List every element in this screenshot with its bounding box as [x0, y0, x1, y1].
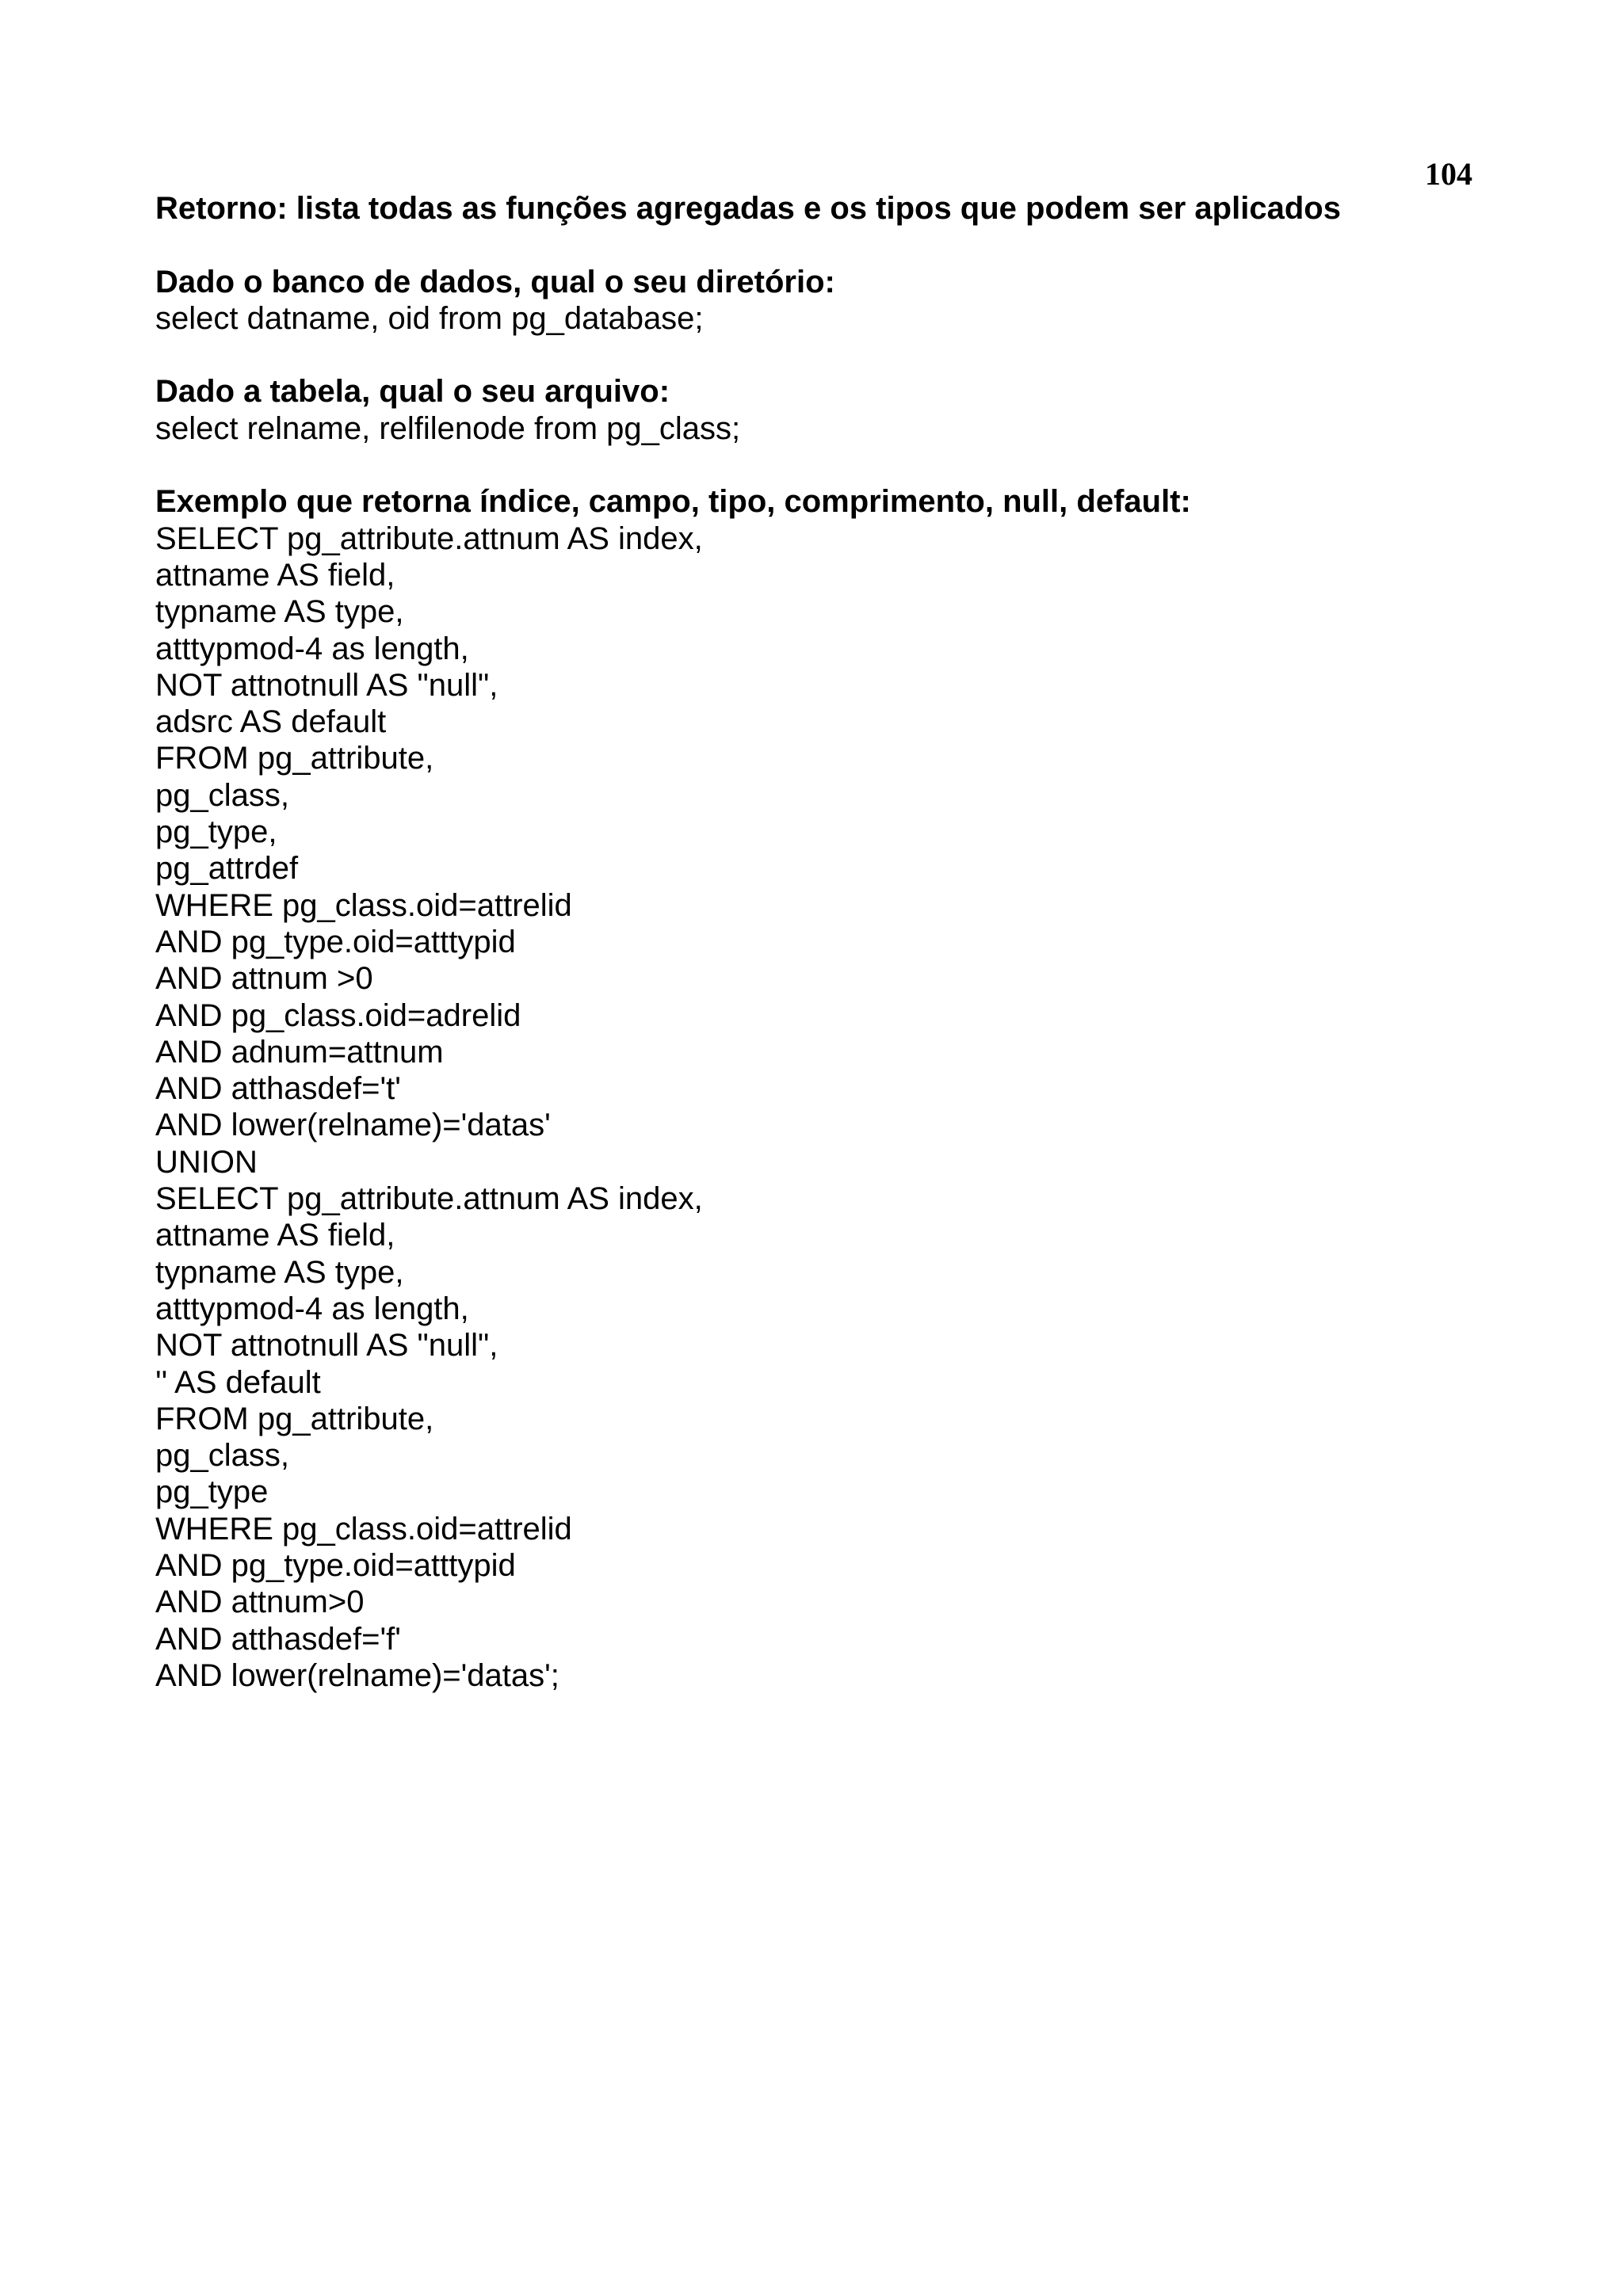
code-line: WHERE pg_class.oid=attrelid: [155, 1511, 572, 1547]
code-line: AND attnum >0: [155, 961, 373, 997]
code-line: AND atthasdef='f': [155, 1621, 401, 1657]
page-content: [155, 190, 1503, 1694]
code-line: '' AS default: [155, 1364, 321, 1400]
section-3: [155, 483, 1503, 1694]
code-line: UNION: [155, 1144, 258, 1180]
code-line: AND pg_type.oid=atttypid: [155, 924, 516, 959]
code-line: AND lower(relname)='datas': [155, 1108, 551, 1143]
section-1: [155, 264, 1503, 338]
section-heading: Exemplo que retorna índice, campo, tipo, comprimento, null, default:: [155, 484, 1191, 520]
sections-container: [155, 227, 1503, 1694]
code-line: NOT attnotnull AS "null",: [155, 1328, 498, 1363]
section-spacer: [155, 337, 1503, 373]
section-heading: Dado a tabela, qual o seu arquivo:: [155, 374, 670, 410]
code-line: SELECT pg_attribute.attnum AS index,: [155, 1181, 703, 1217]
code-line: atttypmod-4 as length,: [155, 1291, 469, 1326]
code-line: attname AS field,: [155, 1218, 395, 1253]
code-line: pg_class,: [155, 777, 289, 813]
code-line: AND attnum>0: [155, 1585, 365, 1620]
code-line: FROM pg_attribute,: [155, 1401, 434, 1436]
code-line: typname AS type,: [155, 1254, 404, 1290]
code-line: pg_type: [155, 1474, 269, 1510]
code-block: [155, 300, 1503, 337]
code-line: FROM pg_attribute,: [155, 741, 434, 776]
code-line: atttypmod-4 as length,: [155, 631, 469, 666]
code-line: pg_type,: [155, 814, 277, 850]
section-heading: Dado o banco de dados, qual o seu diretório:: [155, 264, 835, 299]
code-line: AND lower(relname)='datas';: [155, 1657, 559, 1693]
intro-text: Retorno: lista todas as funções agregadas e os tipos que podem ser aplicados: [155, 191, 1341, 226]
code-line: attname AS field,: [155, 557, 395, 593]
code-line: AND pg_class.oid=adrelid: [155, 997, 521, 1033]
section-spacer: [155, 227, 1503, 263]
section-spacer: [155, 447, 1503, 483]
code-line: pg_attrdef: [155, 851, 299, 887]
code-block: [155, 410, 1503, 447]
code-line: select datname, oid from pg_database;: [155, 300, 704, 336]
code-line: NOT attnotnull AS "null",: [155, 667, 498, 703]
code-line: WHERE pg_class.oid=attrelid: [155, 887, 572, 923]
code-block: [155, 521, 1503, 1695]
code-line: SELECT pg_attribute.attnum AS index,: [155, 521, 703, 556]
code-line: adsrc AS default: [155, 704, 387, 740]
section-2: [155, 373, 1503, 447]
code-line: AND atthasdef='t': [155, 1071, 401, 1107]
code-line: typname AS type,: [155, 594, 404, 630]
code-line: AND pg_type.oid=atttypid: [155, 1547, 516, 1583]
code-line: AND adnum=attnum: [155, 1034, 444, 1070]
code-line: pg_class,: [155, 1438, 289, 1474]
page-number: 104: [1425, 156, 1472, 192]
code-line: select relname, relfilenode from pg_class;: [155, 410, 741, 446]
